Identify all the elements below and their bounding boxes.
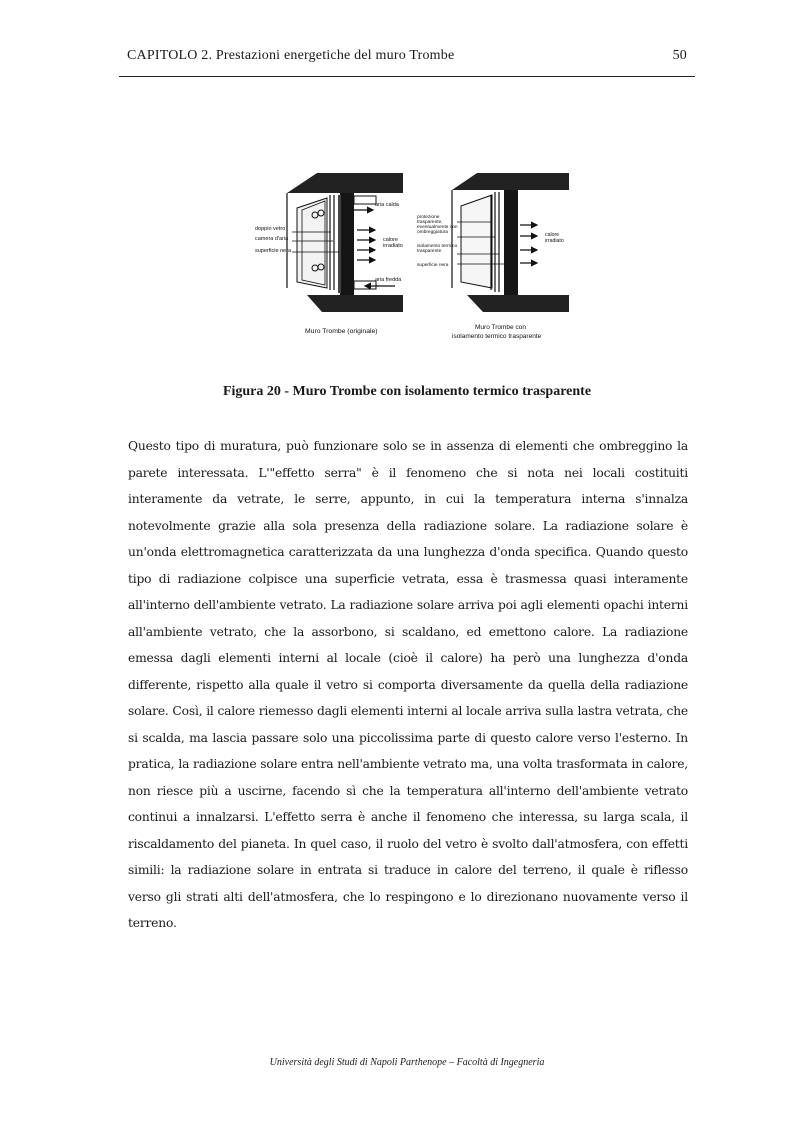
page-number: 50 [672, 48, 687, 63]
label-trasparente: trasparente, [417, 220, 443, 225]
chapter-title: CAPITOLO 2. Prestazioni energetiche del muro Trombe [127, 48, 455, 63]
label-superficie-nera-2: superficie nera [417, 263, 449, 268]
trombe-wall-figure [247, 170, 571, 348]
label-calore-2: calore [545, 232, 560, 238]
label-irradiato: irradiato [383, 243, 403, 249]
right-diagram-caption-line2: isolamento termico trasparente [452, 333, 542, 340]
label-isolamento: isolamento termico [417, 244, 458, 249]
label-superficie-nera: superficie nera [255, 248, 292, 254]
label-aria-fredda: aria fredda [375, 277, 402, 283]
label-calore: calore [383, 237, 398, 243]
label-trasparente-2: trasparente [417, 249, 442, 254]
label-aria-calda: aria calda [375, 202, 399, 208]
body-paragraph: Questo tipo di muratura, può funzionare solo se in assenza di elementi che ombreggino la parete interessata. L'"effetto serra" è il fenomeno che si nota nei locali costituiti interamente da vetrate, le serre, appunto, in cui la temperatura interna s'innalza notevolmente grazie alla sola presenza della radiazione solare. La radiazione solare è un'onda elettromagnetica caratterizzata da una lunghezza d'onda specifica. Quando questo tipo di radiazione colpisce una superficie vetrata, essa è trasmessa quasi interamente all'interno dell'ambiente vetrato. La radiazione solare arriva poi agli elementi opachi interni all'ambiente vetrato, che la assorbono, si scaldano, ed emettono calore. La radiazione emessa dagli elementi interni al locale (cioè il calore) ha però una lunghezza d'onda differente, rispetto alla quale il vetro si comporta diversamente da quella della radiazione solare. Così, il calore riemesso dagli elementi interni al locale arriva sulla lastra vetrata, che si scalda, ma lascia passare solo una piccolissima parte di questo calore verso l'esterno. In pratica, la radiazione solare entra nell'ambiente vetrato ma, una volta trasformata in calore, non riesce più a uscirne, facendo sì che la temperatura all'interno dell'ambiente vetrato continui a innalzarsi. L'effetto serra è anche il fenomeno che interessa, su larga scala, il riscaldamento del pianeta. In quel caso, il ruolo del vetro è svolto dall'atmosfera, con effetti simili: la radiazione solare in entrata si traduce in calore del terreno, il quale è riflesso verso gli strati alti dell'atmosfera, che lo respingono e lo direzionano nuovamente verso il terreno. [128, 439, 688, 930]
right-diagram-caption-line1: Muro Trombe con [475, 324, 526, 331]
label-eventualmente: eventualmente con [417, 225, 458, 230]
running-header [119, 44, 695, 77]
figure-caption: Figura 20 - Muro Trombe con isolamento termico trasparente [222, 384, 592, 399]
left-diagram [255, 173, 403, 335]
right-diagram [417, 173, 569, 340]
label-irradiato-2: irradiato [545, 238, 564, 244]
page-footer: Università degli Studi di Napoli Parthenope – Facoltà di Ingegneria [269, 1057, 545, 1068]
label-camera-aria: camera d'aria [255, 236, 289, 242]
label-doppio-vetro: doppio vetro [255, 226, 286, 232]
label-ombreggiatura: ombreggiatura [417, 230, 448, 235]
left-diagram-caption: Muro Trombe (originale) [305, 328, 378, 335]
label-protezione: protezione [417, 215, 440, 220]
